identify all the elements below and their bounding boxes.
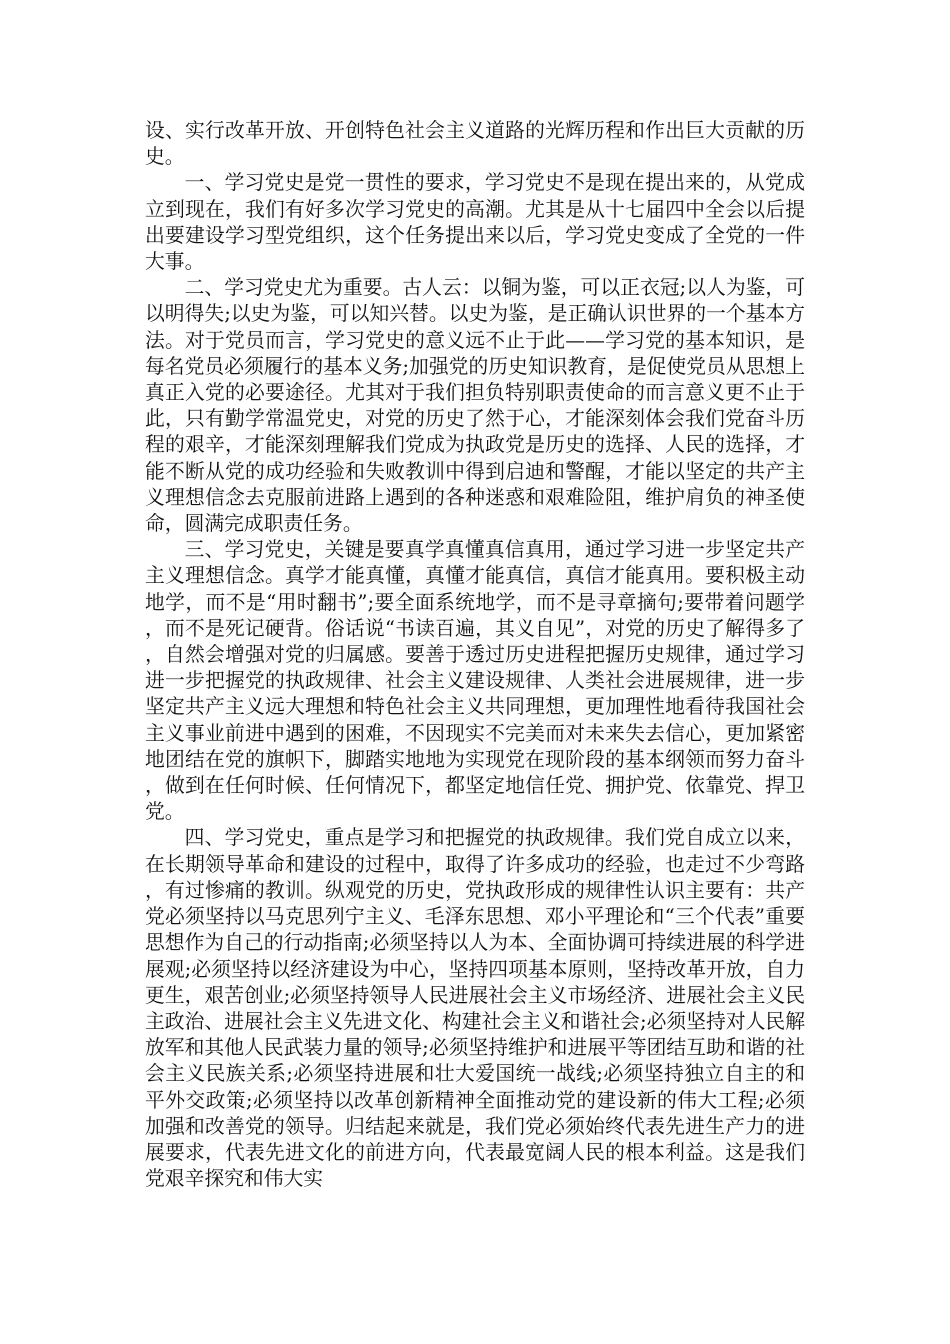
document-body: [145, 118, 805, 1192]
paragraph-section-one: 一、学习党史是党一贯性的要求，学习党史不是现在提出来的，从党成立到现在，我们有好多次学习党史的高潮。尤其是从十七届四中全会以后提出要建设学习型党组织，这个任务提出来以后，学习党史变成了全党的一件大事。: [145, 171, 805, 274]
paragraph-continuation: 设、实行改革开放、开创特色社会主义道路的光辉历程和作出巨大贡献的历史。: [145, 119, 805, 169]
paragraph-section-four: 四、学习党史，重点是学习和把握党的执政规律。我们党自成立以来，在长期领导革命和建设的过程中，取得了许多成功的经验，也走过不少弯路，有过惨痛的教训。纵观党的历史，党执政形成的规律性认识主要有：共产党必须坚持以马克思列宁主义、毛泽东思想、邓小平理论和“三个代表”重要思想作为自己的行动指南;必须坚持以人为本、全面协调可持续进展的科学进展观;必须坚持以经济建设为中心，坚持四项基本原则，坚持改革开放，自力更生，艰苦创业;必须坚持领导人民进展社会主义市场经济、进展社会主义民主政治、进展社会主义先进文化、构建社会主义和谐社会;必须坚持对人民解放军和其他人民武装力量的领导;必须坚持维护和进展平等团结互助和谐的社会主义民族关系;必须坚持进展和壮大爱国统一战线;必须坚持独立自主的和平外交政策;必须坚持以改革创新精神全面推动党的建设新的伟大工程;必须加强和改善党的领导。归结起来就是，我们党必须始终代表先进生产力的进展要求，代表先进文化的前进方向，代表最宽阔人民的根本利益。这是我们党艰辛探究和伟大实: [145, 826, 805, 1191]
paragraph-section-three: 三、学习党史，关键是要真学真懂真信真用，通过学习进一步坚定共产主义理想信念。真学才能真懂，真懂才能真信，真信才能真用。要积极主动地学，而不是“用时翻书”;要全面系统地学，而不是寻章摘句;要带着问题学，而不是死记硬背。俗话说“书读百遍，其义自见”，对党的历史了解得多了，自然会增强对党的归属感。要善于透过历史进程把握历史规律，通过学习进一步把握党的执政规律、社会主义建设规律、人类社会进展规律，进一步坚定共产主义远大理想和特色社会主义共同理想，更加理性地看待我国社会主义事业前进中遇到的困难，不因现实不完美而对未来失去信心，更加紧密地团结在党的旗帜下，脚踏实地地为实现党在现阶段的基本纲领而努力奋斗，做到在任何时候、任何情况下，都坚定地信任党、拥护党、依靠党、捍卫党。: [145, 538, 805, 824]
paragraph-section-two: 二、学习党史尤为重要。古人云：以铜为鉴，可以正衣冠;以人为鉴，可以明得失;以史为鉴，可以知兴替。以史为鉴，是正确认识世界的一个基本方法。对于党员而言，学习党史的意义远不止于此——学习党的基本知识，是每名党员必须履行的基本义务;加强党的历史知识教育，是促使党员从思想上真正入党的必要途径。尤其对于我们担负特别职责使命的而言意义更不止于此，只有勤学常温党史，对党的历史了然于心，才能深刻体会我们党奋斗历程的艰辛，才能深刻理解我们党成为执政党是历史的选择、人民的选择，才能不断从党的成功经验和失败教训中得到启迪和警醒，才能以坚定的共产主义理想信念去克服前进路上遇到的各种迷惑和艰难险阻，维护肩负的神圣使命，圆满完成职责任务。: [145, 276, 805, 536]
